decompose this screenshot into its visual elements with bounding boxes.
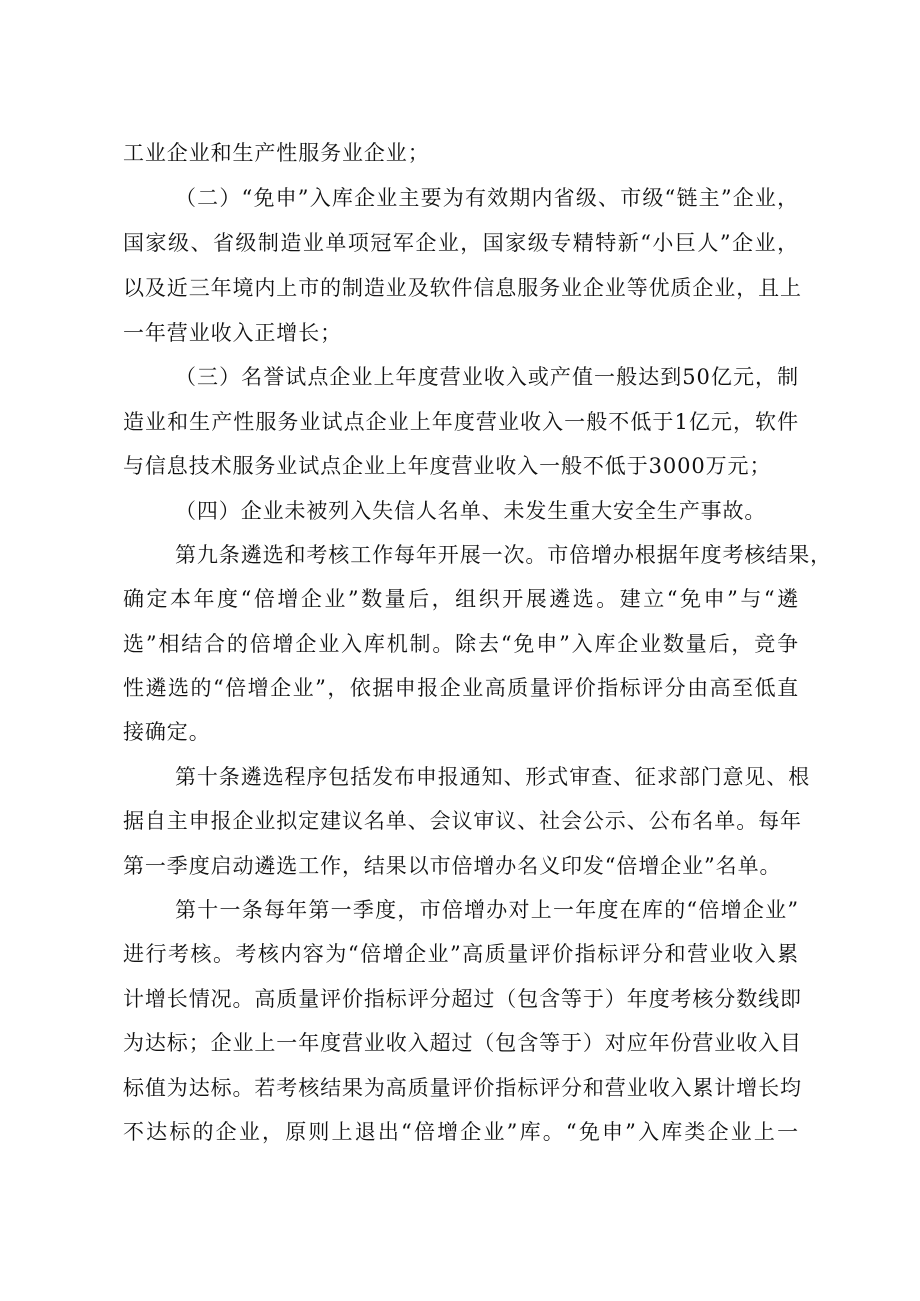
text-line: 计增长情况。高质量评价指标评分超过（包含等于）年度考核分数线即 <box>123 987 802 1011</box>
text-line: 以及近三年境内上市的制造业及软件信息服务业企业等优质企业，且上 <box>123 276 802 300</box>
text-line: （二）“免申”入库企业主要为有效期内省级、市级“链主”企业， <box>175 186 799 210</box>
text-line: 选”相结合的倍增企业入库机制。除去“免申”入库企业数量后，竞争 <box>123 632 799 656</box>
text-line: 工业企业和生产性服务业企业； <box>123 141 430 165</box>
text-line: 据自主申报企业拟定建议名单、会议审议、社会公示、公布名单。每年 <box>123 809 802 833</box>
text-line: 接确定。 <box>123 720 211 744</box>
text-line: 第十条遴选程序包括发布申报通知、形式审查、征求部门意见、根 <box>175 765 811 789</box>
text-line: （三）名誉试点企业上年度营业收入或产值一般达到50亿元，制 <box>175 365 799 389</box>
text-line: （四）企业未被列入失信人名单、未发生重大安全生产事故。 <box>175 499 767 523</box>
text-line: 造业和生产性服务业试点企业上年度营业收入一般不低于1亿元，软件 <box>123 410 799 434</box>
text-line: 第一季度启动遴选工作，结果以市倍增办名义印发“倍增企业”名单。 <box>123 854 782 878</box>
text-line: 确定本年度“倍增企业”数量后，组织开展遴选。建立“免申”与“遴 <box>123 587 799 611</box>
text-line: 性遴选的“倍增企业”，依据申报企业高质量评价指标评分由高至低直 <box>123 676 799 700</box>
text-line: 不达标的企业，原则上退出“倍增企业”库。“免申”入库类企业上一 <box>123 1120 799 1144</box>
text-line: 一年营业收入正增长； <box>123 321 342 345</box>
text-line: 国家级、省级制造业单项冠军企业，国家级专精特新“小巨人”企业， <box>123 231 799 255</box>
text-line: 第九条遴选和考核工作每年开展一次。市倍增办根据年度考核结果， <box>175 543 832 567</box>
text-line: 第十一条每年第一季度，市倍增办对上一年度在库的“倍增企业” <box>175 898 799 922</box>
text-line: 与信息技术服务业试点企业上年度营业收入一般不低于3000万元； <box>123 454 772 478</box>
text-line: 标值为达标。若考核结果为高质量评价指标评分和营业收入累计增长均 <box>123 1076 802 1100</box>
text-line: 进行考核。考核内容为“倍增企业”高质量评价指标评分和营业收入累 <box>123 942 799 966</box>
text-line: 为达标；企业上一年度营业收入超过（包含等于）对应年份营业收入目 <box>123 1031 802 1055</box>
